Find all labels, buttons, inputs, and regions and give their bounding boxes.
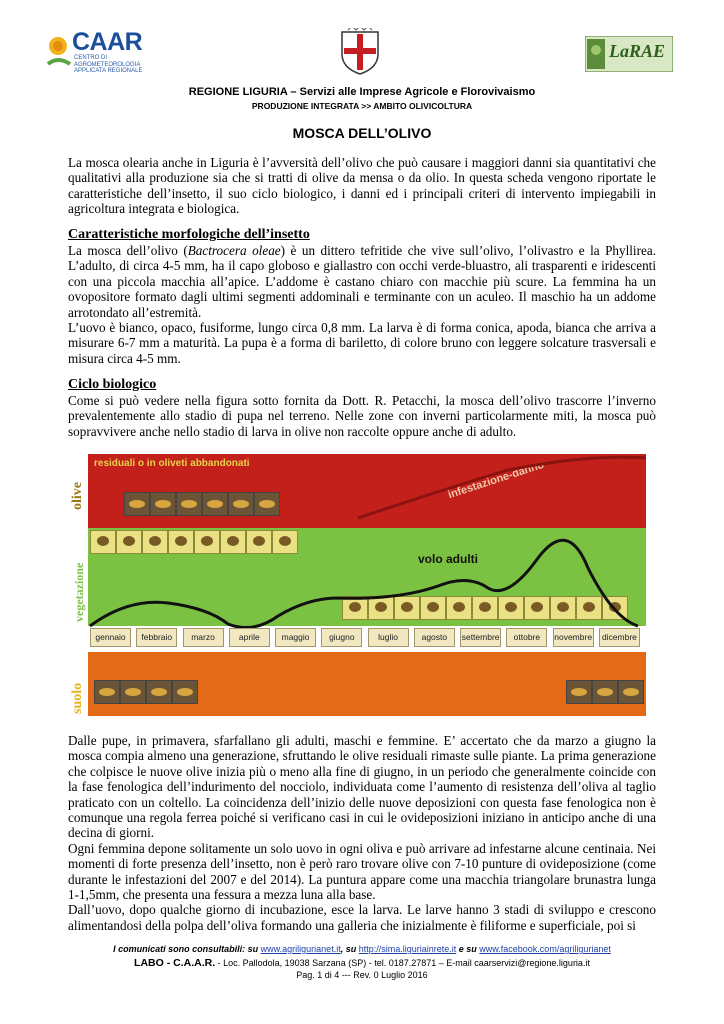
life-cycle-figure <box>68 448 646 732</box>
cycle-text-continued <box>68 733 656 933</box>
caar-subtitle: CENTRO DI AGROMETEOROLOGIA APPLICATA REGIONALE <box>74 55 143 74</box>
species-name: Bactrocera oleae <box>187 243 281 258</box>
larae-wordmark: LaRAE <box>609 41 666 61</box>
month-label: aprile <box>229 628 270 647</box>
caar-logo <box>44 28 143 78</box>
month-label: febbraio <box>136 628 177 647</box>
page-number: Pag. 1 di 4 --- Rev. 0 Luglio 2016 <box>296 970 428 980</box>
cycle-paragraph-1: Come si può vedere nella figura sotto fornita da Dott. R. Petacchi, la mosca dell’olivo trascorre l’inverno prevalentemente allo stadio di pupa nel terreno. Nelle zone con inverni particolarmente miti, la mosca può sopravvivere anche nello stadio di larva in olive non raccolte oppure anche di adulto. <box>68 393 656 439</box>
label-residuali: residuali o in oliveti abbandonati <box>94 458 250 469</box>
month-label: luglio <box>368 628 409 647</box>
month-label: gennaio <box>90 628 131 647</box>
month-label: ottobre <box>506 628 547 647</box>
month-label: maggio <box>275 628 316 647</box>
link-facebook[interactable]: www.facebook.com/agriligurianet <box>479 944 611 954</box>
morphology-text <box>68 243 656 366</box>
intro-paragraph: La mosca olearia anche in Liguria è l’avversità dell’olivo che può causare i maggiori danni sia quantitativi che qualitativi alla produzione sia che si tratti di olive da mensa o da olio. In questa scheda vengono riportate le caratteristiche dell’insetto, il suo ciclo biologico, i danni ed i principali criteri di intervento impiegabili in agricoltura integrata e biologica. <box>68 155 656 217</box>
sun-icon <box>44 32 74 72</box>
month-label: giugno <box>321 628 362 647</box>
population-curves <box>68 448 646 732</box>
section-heading-morphology: Caratteristiche morfologiche dell’insetto <box>68 227 310 242</box>
month-label: settembre <box>460 628 501 647</box>
header-subtitle: PRODUZIONE INTEGRATA >> AMBITO OLIVICOLTURA <box>251 101 473 111</box>
caar-wordmark: CAAR <box>72 28 143 56</box>
header-title: REGIONE LIGURIA – Servizi alle Imprese Agricole e Florovivaismo <box>188 86 536 98</box>
month-label: agosto <box>414 628 455 647</box>
label-volo-adulti: volo adulti <box>418 552 478 566</box>
cycle-paragraph-4: Dall’uovo, dopo qualche giorno di incubazione, esce la larva. Le larve hanno 3 stadi di sviluppo e crescono alimentandosi della polpa dell’oliva formando una galleria che inizialmente è filiforme e superficiale, poi si <box>68 902 656 933</box>
footer-links: I comunicati sono consultabili: su www.agriligurianet.it, su http://sima.liguriainrete.it e su www.facebook.com/agriligurianet <box>113 944 611 954</box>
label-infestazione: infestazione-danno <box>446 458 546 502</box>
label-olive: olive <box>70 482 85 510</box>
morphology-paragraph-2: L’uovo è bianco, opaco, fusiforme, lungo circa 0,8 mm. La larva è di forma conica, apoda, bianca che arriva a misurare 6-7 mm a maturità. La pupa è a forma di bariletto, di colore bruno con leggere solcature trasversali e misura circa 4-5 mm. <box>68 320 656 366</box>
footer-labo: LABO - C.A.A.R. <box>134 957 216 969</box>
adult-flight-curve <box>90 540 638 627</box>
month-label: dicembre <box>599 628 640 647</box>
link-agriligurianet[interactable]: www.agriligurianet.it <box>260 944 341 954</box>
label-vegetazione: vegetazione <box>72 562 86 622</box>
document-title: MOSCA DELL’OLIVO <box>292 125 432 141</box>
regione-liguria-shield-icon <box>338 28 382 76</box>
footer-address: LABO - C.A.A.R. - Loc. Pallodola, 19038 Sarzana (SP) - tel. 0187.27871 – E-mail caarservizi@regione.liguria.it <box>134 957 590 969</box>
month-label: marzo <box>183 628 224 647</box>
month-axis <box>90 628 640 647</box>
section-heading-biological-cycle: Ciclo biologico <box>68 377 157 392</box>
cycle-paragraph-3: Ogni femmina depone solitamente un solo uovo in ogni oliva e può arrivare ad infestarne alcune centinaia. Nei momenti di forte presenza dell’insetto, non è però raro trovare olive con 7-10 punture di ovideposizione (come durante le infestazioni del 2007 e del 2014). La puntura appare come una macchia triangolare brunastra lunga 1-1,5mm, che presenta una fessura a mezza luna alla base. <box>68 840 656 903</box>
link-sima[interactable]: http://sima.liguriainrete.it <box>358 944 457 954</box>
cycle-paragraph-2: Dalle pupe, in primavera, sfarfallano gli adulti, maschi e femmine. E’ accertato che da marzo a giugno la mosca compia almeno una generazione, sfruttando le olive residuali rimaste sulle piante. La prima generazione che colpisce le nuove olive inizia più o meno alla fine di giugno, in un periodo che generalmente coincide con la fase fenologica dell’indurimento del nocciolo, individuata come l’aumento di resistenza dell’oliva al taglio praticato con un coltello. La coincidenza dell’inizio delle nuove deposizioni con questa fase fenologica non è comunque una regola ferrea poiché si verificano casi in cui le ovideposizioni iniziano in anticipo anche di una decina di giorni. <box>68 733 656 841</box>
morphology-paragraph-1: La mosca dell’olivo (Bactrocera oleae) è un dittero tefritide che vive sull’olivo, l’olivastro e la Phyllirea. L’adulto, di circa 4-5 mm, ha il capo globoso e giallastro con occhi verde-bluastro, ali trasparenti e iridescenti con una piccola macchia all’apice. L’addome è castano chiaro con macchie più scure. La femmina ha un ovopositore formato dagli ultimi segmenti addominali e terminante con un aculeo. Il maschio ha un addome arrotondato all’estremità. <box>68 243 656 320</box>
larae-logo <box>585 36 673 72</box>
infestation-curve <box>358 457 646 518</box>
month-label: novembre <box>553 628 594 647</box>
label-suolo: suolo <box>70 682 85 714</box>
